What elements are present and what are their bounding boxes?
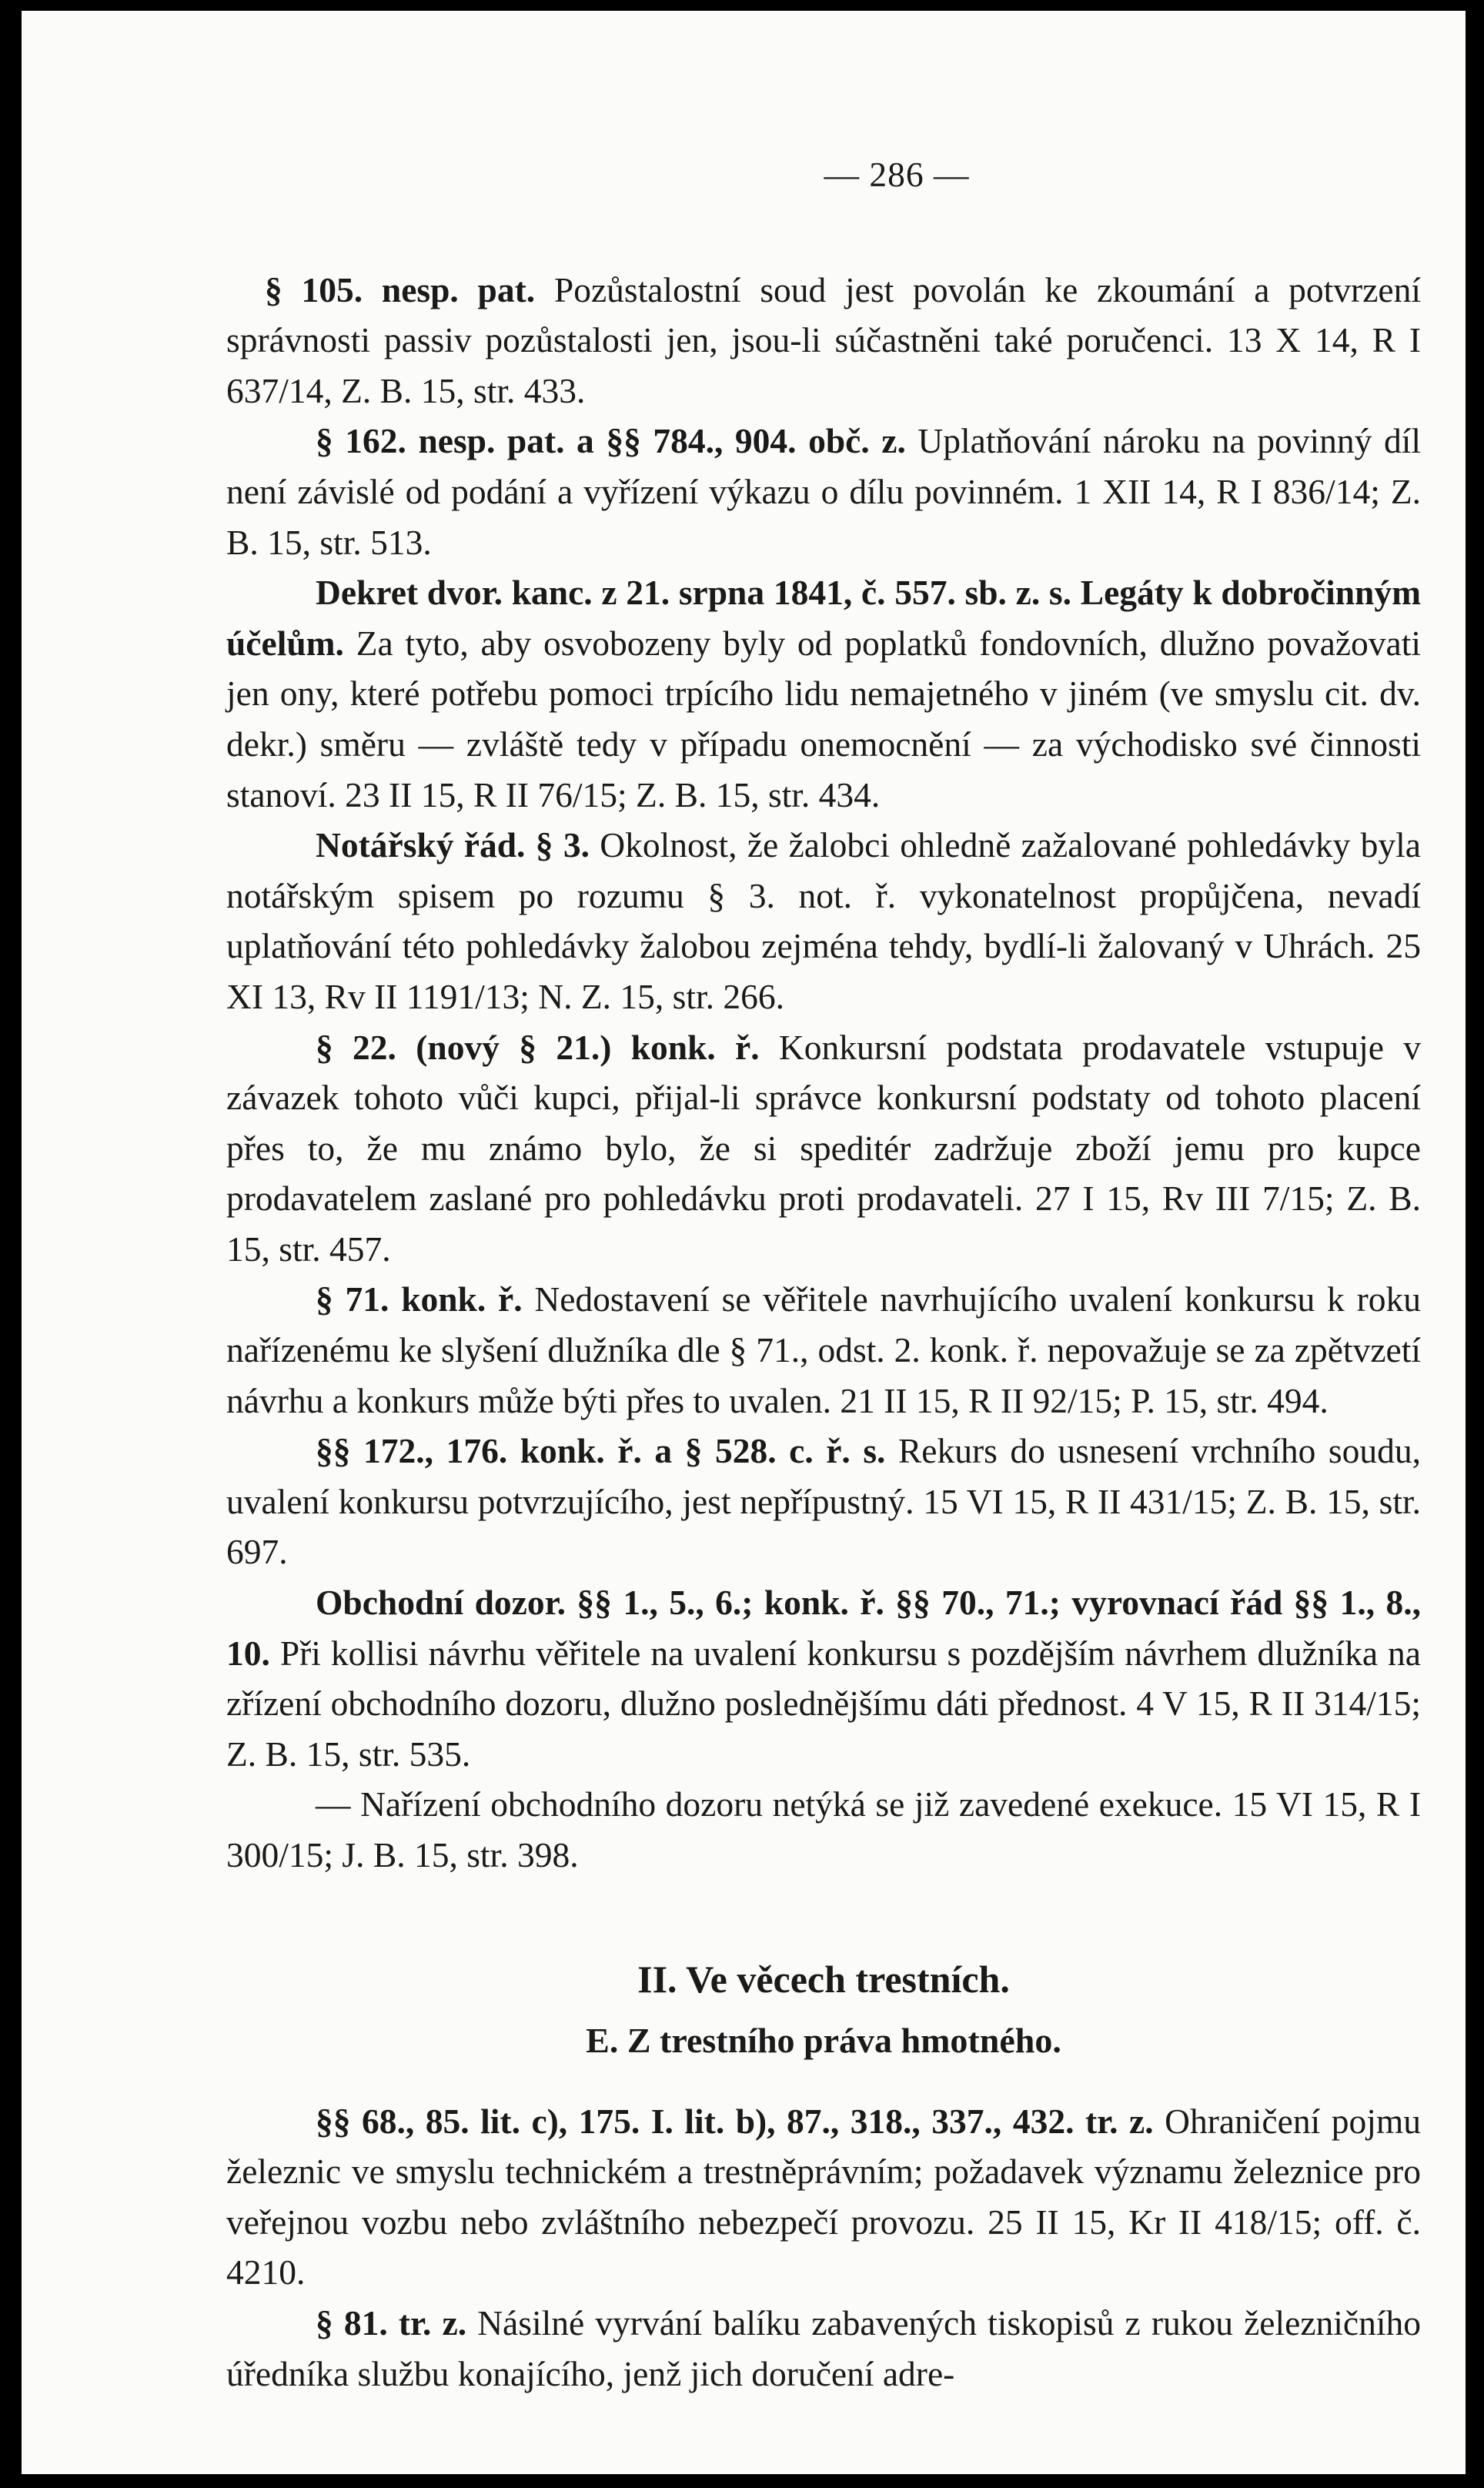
section-heading: II. Ve věcech trestních. bbox=[637, 1957, 1010, 2001]
paragraph bbox=[226, 265, 1421, 416]
paragraph-body: Za tyto, aby osvobozeny byly od poplatků fondovních, dlužno považovati jen ony, které potřebu pomoci trpícího lidu nemajetného v jiném (ve smyslu cit. dv. dekr.) směru — zvláště tedy v případu onemocnění — za východisko své činnosti stanoví. 23 II 15, R II 76/15; Z. B. 15, str. 434. bbox=[226, 623, 1421, 814]
paragraph bbox=[226, 1022, 1421, 1275]
paragraph-heading: § 162. nesp. pat. a §§ 784., 904. obč. z. bbox=[316, 421, 906, 461]
paragraph-heading: § 22. (nový § 21.) konk. ř. bbox=[316, 1027, 760, 1067]
paragraph-body: Nedostavení se věřitele navrhujícího uvalení konkursu k roku nařízenému ke slyšení dlužníka dle § 71., odst. 2. konk. ř. nepovažuje se za zpětvzetí návrhu a konkurs může býti přes to uvalen. 21 II 15, R II 92/15; P. 15, str. 494. bbox=[226, 1279, 1421, 1420]
paragraph bbox=[226, 2096, 1421, 2298]
paragraph bbox=[226, 1577, 1421, 1779]
paragraph-body: Při kollisi návrhu věřitele na uvalení konkursu s pozdějším návrhem dlužníka na zřízení obchodního dozoru, dlužno poslednějšímu dáti přednost. 4 V 15, R II 314/15; Z. B. 15, str. 535. bbox=[226, 1633, 1421, 1774]
paragraph-heading: Notářský řád. § 3. bbox=[316, 825, 590, 865]
paragraph bbox=[226, 820, 1421, 1022]
paragraph-heading: § 105. nesp. pat. bbox=[265, 269, 536, 309]
paragraph bbox=[226, 2298, 1421, 2399]
paragraph-heading: Obchodní dozor. §§ 1., 5., 6.; konk. ř. §§ 70., 71.; vyrovnací řád §§ 1., 8., 10. bbox=[226, 1583, 1421, 1673]
page-number: — 286 — bbox=[824, 155, 970, 194]
paragraph-body: Pozůstalostní soud jest povolán ke zkoumání a potvrzení správnosti passiv pozůstalosti jen, jsou-li súčastněni také poručenci. 13 X 14, R I 637/14, Z. B. 15, str. 433. bbox=[226, 269, 1421, 410]
page-text bbox=[226, 149, 1421, 2399]
document-page bbox=[22, 11, 1466, 2474]
paragraph-body: Ohraničení pojmu železnic ve smyslu technickém a trestněprávním; požadavek významu železnice pro veřejnou vozbu nebo zvláštního nebezpečí provozu. 25 II 15, Kr II 418/15; off. č. 4210. bbox=[226, 2101, 1421, 2292]
paragraph-body: Uplatňování nároku na povinný díl není závislé od podání a vyřízení výkazu o dílu povinném. 1 XII 14, R I 836/14; Z. B. 15, str. 513. bbox=[226, 421, 1421, 562]
paragraph bbox=[226, 416, 1421, 567]
paragraph-body: Okolnost, že žalobci ohledně zažalované pohledávky byla notářským spisem po rozumu § 3. not. ř. vykonatelnost propůjčena, nevadí uplatňování této pohledávky žalobou zejména tehdy, bydlí-li žalovaný v Uhrách. 25 XI 13, Rv II 1191/13; N. Z. 15, str. 266. bbox=[226, 825, 1421, 1016]
subsection-heading: E. Z trestního práva hmotného. bbox=[586, 2020, 1061, 2060]
paragraph-heading: § 71. konk. ř. bbox=[316, 1279, 523, 1319]
paragraph bbox=[226, 1274, 1421, 1426]
paragraph-body: Násilné vyrvání balíku zabavených tiskopisů z rukou železničního úředníka službu konajícího, jenž jich doručení adre- bbox=[226, 2302, 1421, 2393]
paragraph-heading: Dekret dvor. kanc. z 21. srpna 1841, č. 557. sb. z. s. Legáty k dobročinným účelům. bbox=[226, 573, 1421, 663]
paragraph-heading: §§ 172., 176. konk. ř. a § 528. c. ř. s. bbox=[316, 1431, 886, 1471]
paragraph-body: — Nařízení obchodního dozoru netýká se již zavedené exekuce. 15 VI 15, R I 300/15; J. B. 15, str. 398. bbox=[226, 1784, 1421, 1874]
paragraph-body: Konkursní podstata prodavatele vstupuje v závazek tohoto vůči kupci, přijal-li správce konkursní podstaty od tohoto placení přes to, že mu známo bylo, že si speditér zadržuje zboží jemu pro kupce prodavatelem zaslané pro pohledávku proti prodavateli. 27 I 15, Rv III 7/15; Z. B. 15, str. 457. bbox=[226, 1027, 1422, 1269]
paragraph-heading: § 81. tr. z. bbox=[316, 2302, 467, 2343]
paragraph-body: Rekurs do usnesení vrchního soudu, uvalení konkursu potvrzujícího, jest nepřípustný. 15 VI 15, R II 431/15; Z. B. 15, str. 697. bbox=[226, 1431, 1421, 1572]
paragraph bbox=[226, 1426, 1421, 1577]
paragraph bbox=[226, 1779, 1421, 1880]
paragraph-heading: §§ 68., 85. lit. c), 175. I. lit. b), 87., 318., 337., 432. tr. z. bbox=[316, 2101, 1154, 2141]
paragraph bbox=[226, 567, 1421, 820]
